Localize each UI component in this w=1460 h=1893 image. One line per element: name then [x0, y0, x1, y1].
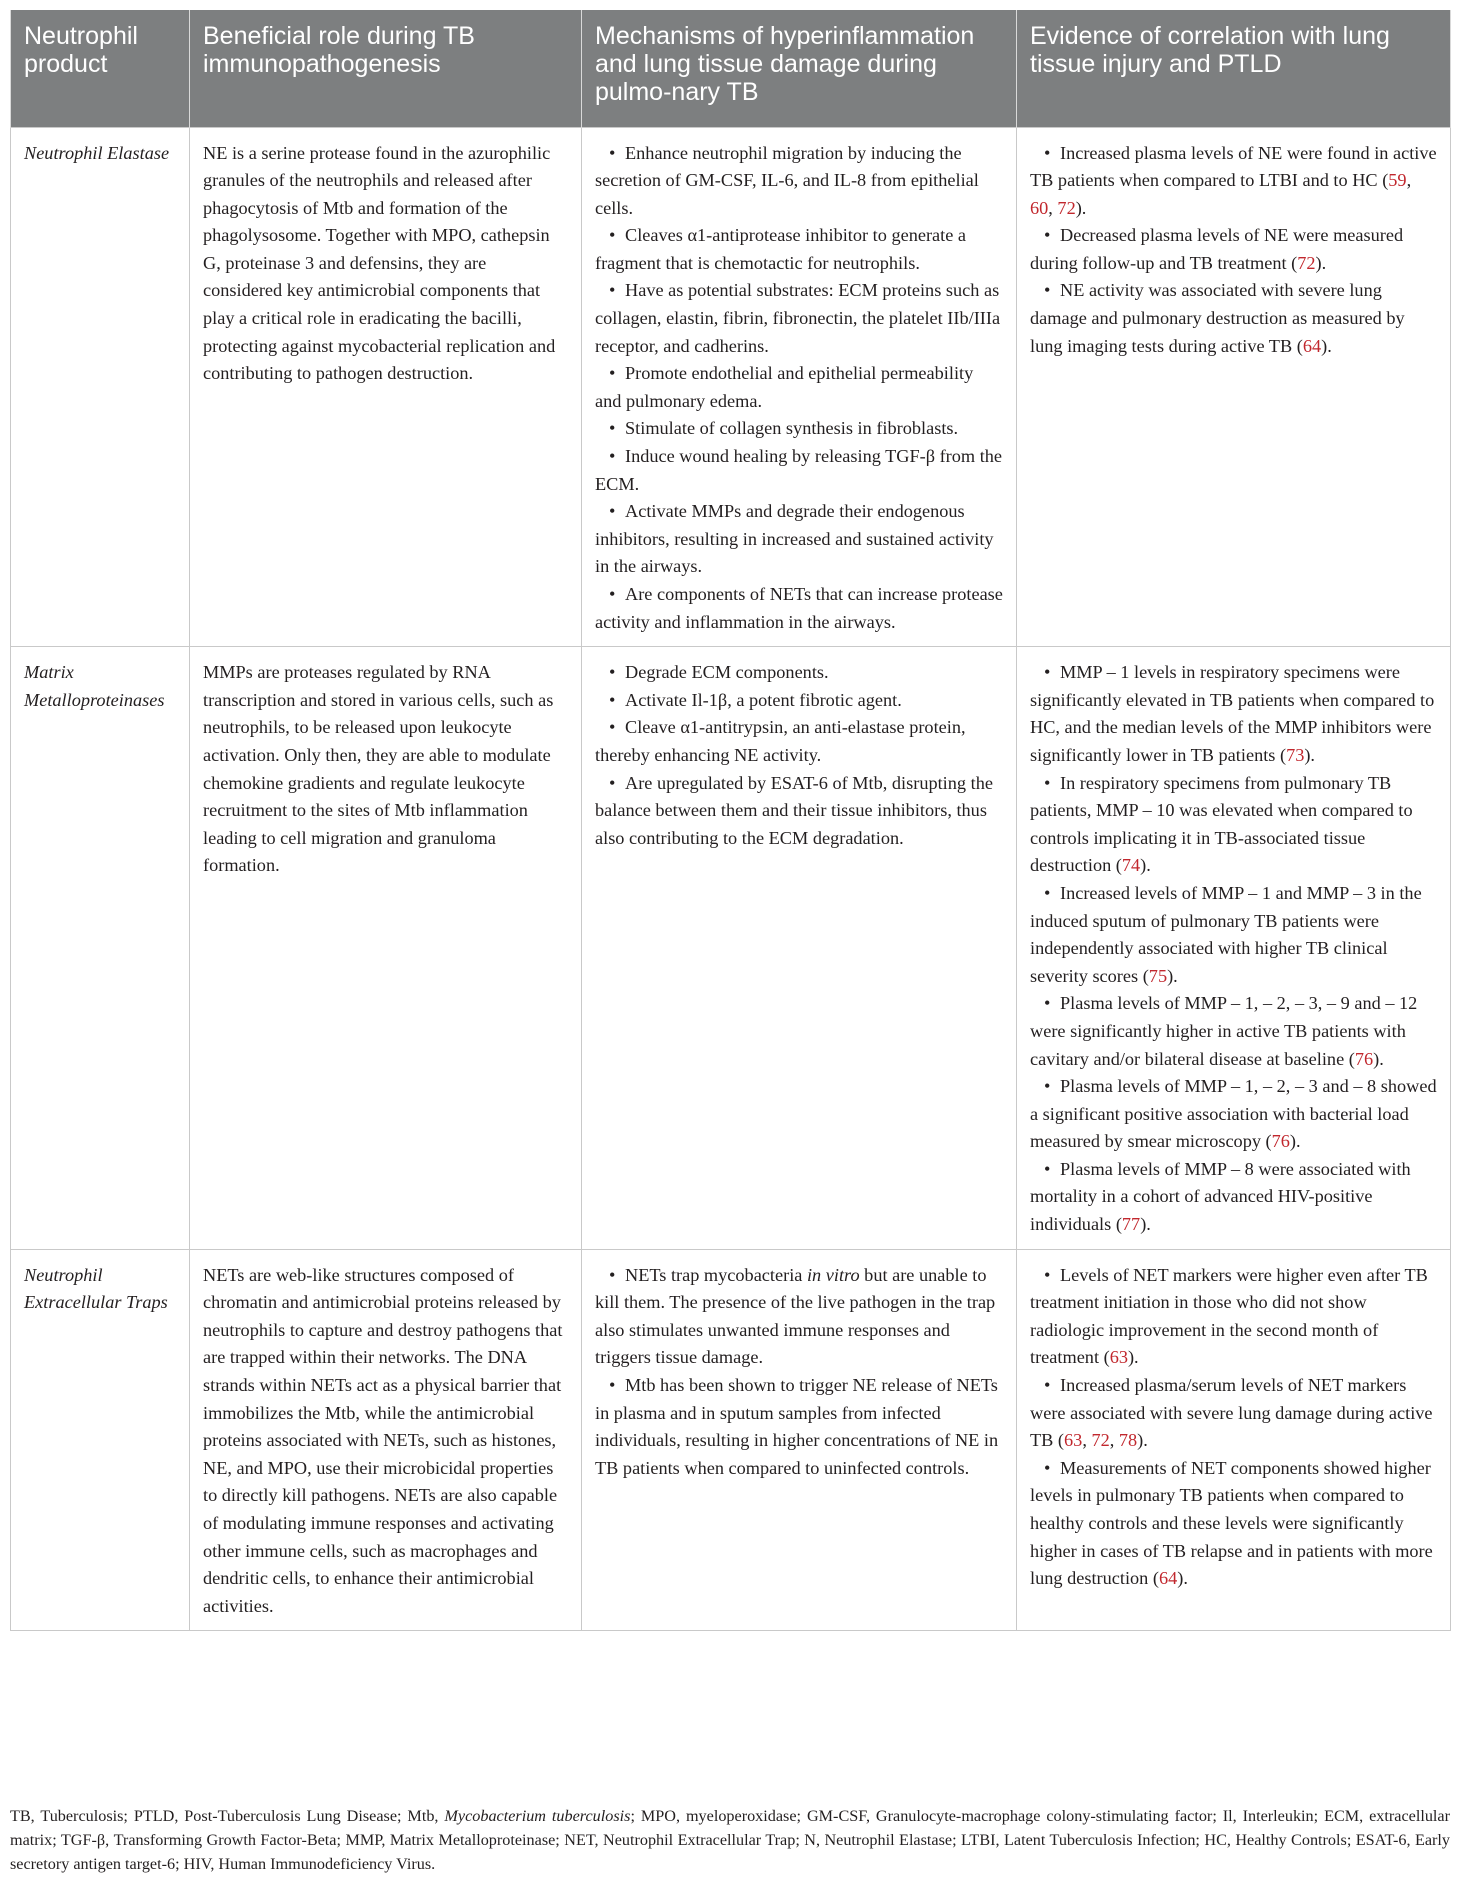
mechanism-item: • Are upregulated by ESAT-6 of Mtb, disrupting the balance between them and their tissue inhibitors, thus also contributing to the ECM degradation.: [595, 770, 1003, 853]
product-cell: Matrix Metalloproteinases: [11, 647, 190, 1249]
mechanisms-cell: [582, 1249, 1017, 1631]
evidence-cell: [1017, 127, 1451, 647]
table-row: [11, 127, 1451, 647]
evidence-item: • Decreased plasma levels of NE were measured during follow-up and TB treatment (72).: [1030, 222, 1437, 277]
mechanism-item: • Activate Il-1β, a potent fibrotic agent.: [595, 687, 1003, 715]
reference-link[interactable]: 63: [1064, 1430, 1083, 1451]
reference-link[interactable]: 76: [1271, 1131, 1290, 1152]
reference-link[interactable]: 60: [1030, 197, 1049, 218]
role-cell: MMPs are proteases regulated by RNA transcription and stored in various cells, such as neutrophils, to be released upon leukocyte activation. Only then, they are able to modulate chemokine gradients and regulate leukocyte recruitment to the sites of Mtb inflammation leading to cell migration and granuloma formation.: [190, 647, 582, 1249]
reference-link[interactable]: 76: [1354, 1048, 1374, 1069]
header-evidence: Evidence of correlation with lung tissue injury and PTLD: [1017, 10, 1451, 127]
role-cell: NE is a serine protease found in the azurophilic granules of the neutrophils and released after phagocytosis of Mtb and formation of the phagolysosome. Together with MPO, cathepsin G, proteinase 3 and defensins, they are considered key antimicrobial components that play a critical role in eradicating the bacilli, protecting against mycobacterial replication and contributing to pathogen destruction.: [190, 127, 582, 647]
reference-link[interactable]: 72: [1091, 1430, 1110, 1451]
evidence-item: • Increased plasma/serum levels of NET markers were associated with severe lung damage during active TB (63, 72, 78).: [1030, 1372, 1437, 1455]
mechanism-item: • Induce wound healing by releasing TGF-β from the ECM.: [595, 443, 1003, 498]
reference-link[interactable]: 74: [1121, 855, 1141, 876]
neutrophil-products-table: [10, 10, 1451, 1631]
table-footnote: TB, Tuberculosis; PTLD, Post-Tuberculosis Lung Disease; Mtb, Mycobacterium tuberculosis; MPO, myeloperoxidase; GM-CSF, Granulocyte-macrophage colony-stimulating factor; Il, Interleukin; ECM, extracellular matrix; TGF-β, Transforming Growth Factor-Beta; MMP, Matrix Metalloproteinase; NET, Neutrophil Extracellular Trap; N, Neutrophil Elastase; LTBI, Latent Tuberculosis Infection; HC, Healthy Controls; ESAT-6, Early secretory antigen target-6; HIV, Human Immunodeficiency Virus.: [10, 1807, 1451, 1873]
reference-link[interactable]: 64: [1158, 1568, 1178, 1589]
mechanism-item: • Cleaves α1-antiprotease inhibitor to generate a fragment that is chemotactic for neutrophils.: [595, 222, 1003, 277]
evidence-cell: [1017, 1249, 1451, 1631]
evidence-item: • In respiratory specimens from pulmonary TB patients, MMP – 10 was elevated when compared to controls implicating it in TB-associated tissue destruction (74).: [1030, 770, 1437, 880]
mechanism-item: • Are components of NETs that can increase protease activity and inflammation in the airways.: [595, 581, 1003, 636]
reference-link[interactable]: 59: [1388, 170, 1407, 191]
reference-link[interactable]: 73: [1286, 744, 1305, 765]
reference-link[interactable]: 63: [1109, 1347, 1128, 1368]
evidence-item: • Plasma levels of MMP – 8 were associated with mortality in a cohort of advanced HIV-positive individuals (77).: [1030, 1156, 1437, 1239]
evidence-item: • Measurements of NET components showed higher levels in pulmonary TB patients when compared to healthy controls and these levels were significantly higher in cases of TB relapse and in patients with more lung destruction (64).: [1030, 1455, 1437, 1593]
mechanism-item: • Have as potential substrates: ECM proteins such as collagen, elastin, fibrin, fibronectin, the platelet IIb/IIIa receptor, and cadherins.: [595, 277, 1003, 360]
mechanism-item: • Degrade ECM components.: [595, 659, 1003, 687]
product-cell: Neutrophil Elastase: [11, 127, 190, 647]
mechanism-item: • Enhance neutrophil migration by inducing the secretion of GM-CSF, IL-6, and IL-8 from epithelial cells.: [595, 140, 1003, 223]
evidence-item: • Increased plasma levels of NE were found in active TB patients when compared to LTBI and to HC (59, 60, 72).: [1030, 140, 1437, 223]
reference-link[interactable]: 78: [1118, 1430, 1138, 1451]
header-row: [11, 10, 1451, 127]
role-cell: NETs are web-like structures composed of chromatin and antimicrobial proteins released by neutrophils to capture and destroy pathogens that are trapped within their networks. The DNA strands within NETs act as a physical barrier that immobilizes the Mtb, while the antimicrobial proteins associated with NETs, such as histones, NE, and MPO, use their microbicidal properties to directly kill pathogens. NETs are also capable of modulating immune responses and activating other immune cells, such as macrophages and dendritic cells, to enhance their antimicrobial activities.: [190, 1249, 582, 1631]
evidence-cell: [1017, 647, 1451, 1249]
evidence-item: • Plasma levels of MMP – 1, – 2, – 3 and – 8 showed a significant positive association with bacterial load measured by smear microscopy (76).: [1030, 1073, 1437, 1156]
reference-link[interactable]: 64: [1302, 335, 1322, 356]
header-neutrophil-product: Neutrophil product: [11, 10, 190, 127]
evidence-item: • MMP – 1 levels in respiratory specimens were significantly elevated in TB patients when compared to HC, and the median levels of the MMP inhibitors were significantly lower in TB patients (73).: [1030, 659, 1437, 769]
reference-link[interactable]: 72: [1057, 197, 1076, 218]
mechanism-item: • Promote endothelial and epithelial permeability and pulmonary edema.: [595, 360, 1003, 415]
mechanisms-cell: [582, 127, 1017, 647]
evidence-item: • Plasma levels of MMP – 1, – 2, – 3, – 9 and – 12 were significantly higher in active TB patients with cavitary and/or bilateral disease at baseline (76).: [1030, 990, 1437, 1073]
mechanism-item: • Cleave α1-antitrypsin, an anti-elastase protein, thereby enhancing NE activity.: [595, 714, 1003, 769]
product-cell: Neutrophil Extracellular Traps: [11, 1249, 190, 1631]
mechanism-item: • NETs trap mycobacteria in vitro but are unable to kill them. The presence of the live pathogen in the trap also stimulates unwanted immune responses and triggers tissue damage.: [595, 1262, 1003, 1372]
reference-link[interactable]: 72: [1297, 252, 1316, 273]
header-beneficial-role: Beneficial role during TB immunopathogenesis: [190, 10, 582, 127]
reference-link[interactable]: 75: [1148, 965, 1168, 986]
header-mechanisms: Mechanisms of hyperinflammation and lung tissue damage during pulmo-nary TB: [582, 10, 1017, 127]
evidence-item: • NE activity was associated with severe lung damage and pulmonary destruction as measured by lung imaging tests during active TB (64).: [1030, 277, 1437, 360]
reference-link[interactable]: 77: [1121, 1214, 1141, 1235]
mechanisms-cell: [582, 647, 1017, 1249]
evidence-item: • Levels of NET markers were higher even after TB treatment initiation in those who did not show radiologic improvement in the second month of treatment (63).: [1030, 1262, 1437, 1372]
mechanism-item: • Mtb has been shown to trigger NE release of NETs in plasma and in sputum samples from infected individuals, resulting in higher concentrations of NE in TB patients when compared to uninfected controls.: [595, 1372, 1003, 1482]
mechanism-item: • Activate MMPs and degrade their endogenous inhibitors, resulting in increased and sustained activity in the airways.: [595, 498, 1003, 581]
table-row: [11, 1249, 1451, 1631]
mechanism-item: • Stimulate of collagen synthesis in fibroblasts.: [595, 415, 1003, 443]
table-row: [11, 647, 1451, 1249]
evidence-item: • Increased levels of MMP – 1 and MMP – 3 in the induced sputum of pulmonary TB patients were independently associated with higher TB clinical severity scores (75).: [1030, 880, 1437, 990]
